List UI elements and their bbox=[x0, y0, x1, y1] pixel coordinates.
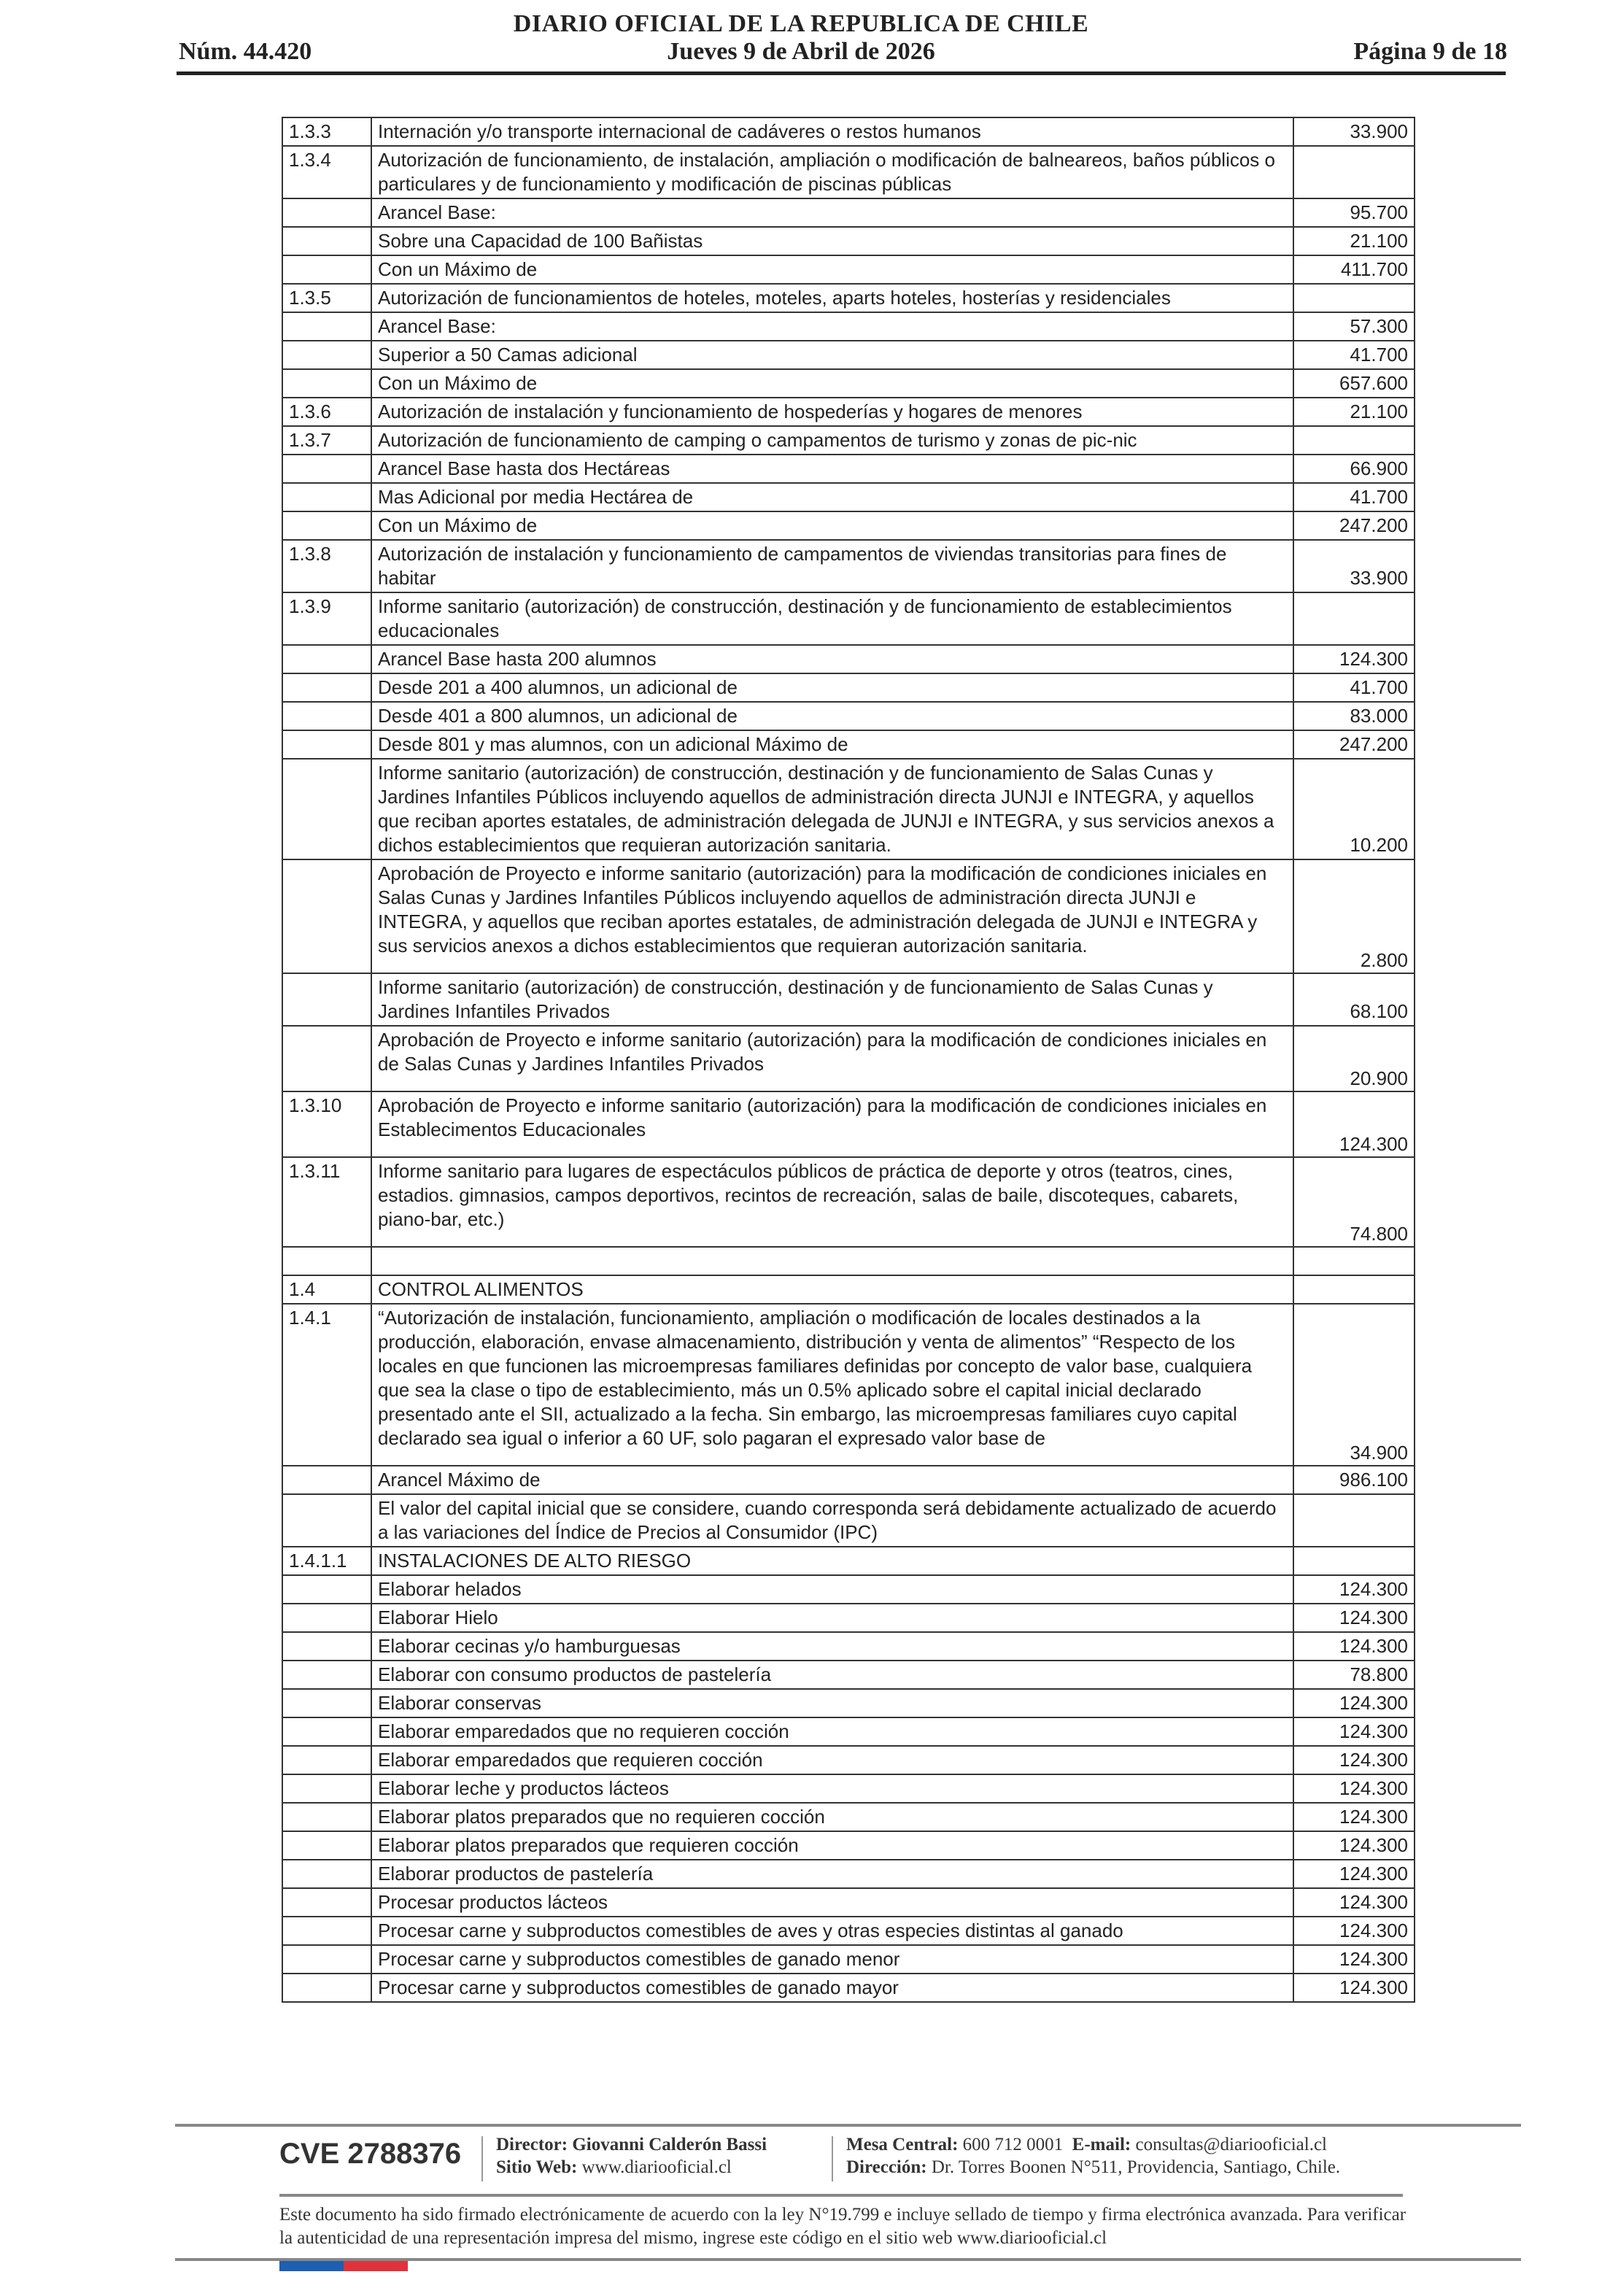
fee-row bbox=[282, 1026, 1415, 1091]
fee-row bbox=[282, 1746, 1415, 1774]
footer-separator bbox=[832, 2136, 833, 2181]
item-code: 1.4.1 bbox=[282, 1304, 371, 1466]
fee-row bbox=[282, 227, 1415, 255]
issue-date: Jueves 9 de Abril de 2026 bbox=[667, 38, 935, 65]
footer-contact-block bbox=[846, 2133, 1340, 2179]
item-description: Elaborar Hielo bbox=[371, 1604, 1293, 1632]
phone-number: 600 712 0001 bbox=[962, 2135, 1064, 2154]
item-description bbox=[371, 1247, 1293, 1275]
item-code bbox=[282, 341, 371, 369]
fee-row bbox=[282, 455, 1415, 483]
email-link[interactable]: consultas@diariooficial.cl bbox=[1135, 2135, 1327, 2154]
item-code: 1.3.4 bbox=[282, 146, 371, 198]
director-label: Director: bbox=[496, 2135, 568, 2154]
item-code bbox=[282, 255, 371, 284]
fee-row bbox=[282, 592, 1415, 645]
item-amount bbox=[1293, 1247, 1415, 1275]
fee-row bbox=[282, 1888, 1415, 1917]
flag-stripe-red bbox=[344, 2261, 408, 2271]
fee-row bbox=[282, 1717, 1415, 1746]
issue-number: Núm. 44.420 bbox=[179, 38, 312, 65]
item-description: Aprobación de Proyecto e informe sanitario (autorización) para la modificación de condiciones iniciales en Salas Cunas y Jardines Infantiles Públicos incluyendo aquellos de administración directa JUNJI e INTEGRA, y aquellos que reciban aportes estatales, de administración delegada de JUNJI e INTEGRA y sus servicios anexos a dichos establecimientos que requieran autorización sanitaria. bbox=[371, 859, 1293, 973]
fee-row bbox=[282, 483, 1415, 511]
item-code bbox=[282, 312, 371, 341]
item-amount bbox=[1293, 1494, 1415, 1547]
item-description: Procesar carne y subproductos comestibles de aves y otras especies distintas al ganado bbox=[371, 1917, 1293, 1945]
item-description: Internación y/o transporte internacional de cadáveres o restos humanos bbox=[371, 117, 1293, 146]
item-description: Elaborar helados bbox=[371, 1575, 1293, 1604]
fee-row bbox=[282, 1945, 1415, 1974]
item-description: Informe sanitario (autorización) de construcción, destinación y de funcionamiento de Salas Cunas y Jardines Infantiles Privados bbox=[371, 973, 1293, 1026]
item-description: Procesar carne y subproductos comestibles de ganado menor bbox=[371, 1945, 1293, 1974]
footer-separator bbox=[481, 2136, 483, 2181]
item-code bbox=[282, 1604, 371, 1632]
item-amount: 247.200 bbox=[1293, 730, 1415, 759]
item-code bbox=[282, 973, 371, 1026]
item-amount: 124.300 bbox=[1293, 1917, 1415, 1945]
item-code bbox=[282, 1860, 371, 1888]
fee-row bbox=[282, 1803, 1415, 1831]
fee-row bbox=[282, 1604, 1415, 1632]
item-description: Informe sanitario (autorización) de construcción, destinación y de funcionamiento de Salas Cunas y Jardines Infantiles Públicos incluyendo aquellos de administración directa JUNJI e INTEGRA, y aquellos que reciban aportes estatales, de administración delegada de JUNJI e INTEGRA, y sus servicios anexos a dichos establecimientos que requieran autorización sanitaria. bbox=[371, 759, 1293, 859]
item-code: 1.3.11 bbox=[282, 1157, 371, 1247]
fee-row bbox=[282, 1157, 1415, 1247]
item-description: Con un Máximo de bbox=[371, 255, 1293, 284]
fee-row bbox=[282, 511, 1415, 540]
header-divider bbox=[177, 71, 1506, 75]
fee-row bbox=[282, 645, 1415, 673]
item-description: Autorización de funcionamiento de camping o campamentos de turismo y zonas de pic-nic bbox=[371, 426, 1293, 455]
item-amount: 124.300 bbox=[1293, 1945, 1415, 1974]
item-amount: 10.200 bbox=[1293, 759, 1415, 859]
item-description: Procesar productos lácteos bbox=[371, 1888, 1293, 1917]
item-description: Sobre una Capacidad de 100 Bañistas bbox=[371, 227, 1293, 255]
item-code bbox=[282, 1689, 371, 1717]
item-description: Arancel Base: bbox=[371, 312, 1293, 341]
item-code: 1.3.7 bbox=[282, 426, 371, 455]
fee-row bbox=[282, 1275, 1415, 1304]
item-amount: 66.900 bbox=[1293, 455, 1415, 483]
item-code bbox=[282, 1575, 371, 1604]
fee-row bbox=[282, 1774, 1415, 1803]
item-amount: 2.800 bbox=[1293, 859, 1415, 973]
item-description: Informe sanitario para lugares de espectáculos públicos de práctica de deporte y otros (teatros, cines, estadios. gimnasios, campos deportivos, recintos de recreación, salas de baile, discoteques, cabarets, piano-bar, etc.) bbox=[371, 1157, 1293, 1247]
fee-row bbox=[282, 117, 1415, 146]
fee-row bbox=[282, 1494, 1415, 1547]
page-indicator: Página 9 de 18 bbox=[1353, 38, 1507, 65]
item-description: Elaborar leche y productos lácteos bbox=[371, 1774, 1293, 1803]
item-amount: 124.300 bbox=[1293, 1831, 1415, 1860]
item-code bbox=[282, 1945, 371, 1974]
fee-row bbox=[282, 1831, 1415, 1860]
item-code bbox=[282, 1917, 371, 1945]
fee-row bbox=[282, 1304, 1415, 1466]
item-description: “Autorización de instalación, funcionamiento, ampliación o modificación de locales destinados a la producción, elaboración, envase almacenamiento, distribución y venta de alimentos” “Respecto de los locales en que funcionen las microempresas familiares definidas por concepto de valor base, cualquiera que sea la clase o tipo de establecimiento, más un 0.5% aplicado sobre el capital inicial declarado presentado ante el SII, actualizado a la fecha. Sin embargo, las microempresas familiares cuyo capital declarado sea igual o inferior a 60 UF, solo pagaran el expresado valor base de bbox=[371, 1304, 1293, 1466]
item-description: Autorización de funcionamientos de hoteles, moteles, aparts hoteles, hosterías y residenciales bbox=[371, 284, 1293, 312]
item-amount: 124.300 bbox=[1293, 1774, 1415, 1803]
item-amount: 57.300 bbox=[1293, 312, 1415, 341]
item-code bbox=[282, 1746, 371, 1774]
item-amount bbox=[1293, 592, 1415, 645]
fee-row bbox=[282, 759, 1415, 859]
footer-divider bbox=[175, 2124, 1521, 2127]
item-code bbox=[282, 730, 371, 759]
fee-row bbox=[282, 1689, 1415, 1717]
item-amount: 68.100 bbox=[1293, 973, 1415, 1026]
item-amount bbox=[1293, 1547, 1415, 1575]
item-amount: 21.100 bbox=[1293, 398, 1415, 426]
phone-label: Mesa Central: bbox=[846, 2135, 959, 2154]
item-description: Procesar carne y subproductos comestibles de ganado mayor bbox=[371, 1974, 1293, 2002]
item-code bbox=[282, 759, 371, 859]
email-label: E-mail: bbox=[1072, 2135, 1131, 2154]
item-code: 1.3.10 bbox=[282, 1091, 371, 1157]
item-description: Aprobación de Proyecto e informe sanitario (autorización) para la modificación de condiciones iniciales en Establecimentos Educacionales bbox=[371, 1091, 1293, 1157]
item-amount bbox=[1293, 146, 1415, 198]
fee-row bbox=[282, 1917, 1415, 1945]
fee-row bbox=[282, 1632, 1415, 1661]
item-description: Autorización de instalación y funcionamiento de hospederías y hogares de menores bbox=[371, 398, 1293, 426]
fee-row bbox=[282, 255, 1415, 284]
fee-row bbox=[282, 198, 1415, 227]
item-amount: 20.900 bbox=[1293, 1026, 1415, 1091]
item-amount: 124.300 bbox=[1293, 645, 1415, 673]
item-amount: 986.100 bbox=[1293, 1466, 1415, 1494]
item-code bbox=[282, 1026, 371, 1091]
fee-row bbox=[282, 730, 1415, 759]
fee-row bbox=[282, 1091, 1415, 1157]
item-description: Elaborar con consumo productos de pastelería bbox=[371, 1661, 1293, 1689]
item-amount: 74.800 bbox=[1293, 1157, 1415, 1247]
flag-stripe-blue bbox=[279, 2261, 344, 2271]
item-description: Autorización de funcionamiento, de instalación, ampliación o modificación de balneareos, baños públicos o particulares y de funcionamiento y modificación de piscinas públicas bbox=[371, 146, 1293, 198]
fee-row bbox=[282, 284, 1415, 312]
item-code: 1.3.3 bbox=[282, 117, 371, 146]
item-amount: 33.900 bbox=[1293, 117, 1415, 146]
item-amount: 411.700 bbox=[1293, 255, 1415, 284]
item-code bbox=[282, 511, 371, 540]
blank-row bbox=[282, 1247, 1415, 1275]
website-link[interactable]: www.diariooficial.cl bbox=[581, 2157, 732, 2177]
item-code bbox=[282, 1803, 371, 1831]
item-amount: 124.300 bbox=[1293, 1091, 1415, 1157]
item-description: CONTROL ALIMENTOS bbox=[371, 1275, 1293, 1304]
item-amount: 124.300 bbox=[1293, 1575, 1415, 1604]
director-name: Giovanni Calderón Bassi bbox=[572, 2135, 767, 2154]
item-amount: 124.300 bbox=[1293, 1717, 1415, 1746]
item-code bbox=[282, 645, 371, 673]
fee-row bbox=[282, 146, 1415, 198]
item-amount: 21.100 bbox=[1293, 227, 1415, 255]
fee-row bbox=[282, 1547, 1415, 1575]
item-code: 1.4.1.1 bbox=[282, 1547, 371, 1575]
item-amount: 124.300 bbox=[1293, 1689, 1415, 1717]
website-label: Sitio Web: bbox=[496, 2157, 578, 2177]
item-amount: 41.700 bbox=[1293, 483, 1415, 511]
item-code bbox=[282, 859, 371, 973]
item-code: 1.3.6 bbox=[282, 398, 371, 426]
item-code bbox=[282, 198, 371, 227]
item-code bbox=[282, 227, 371, 255]
item-code bbox=[282, 1632, 371, 1661]
item-code bbox=[282, 1661, 371, 1689]
item-description: Superior a 50 Camas adicional bbox=[371, 341, 1293, 369]
item-description: Arancel Base hasta 200 alumnos bbox=[371, 645, 1293, 673]
item-amount bbox=[1293, 284, 1415, 312]
item-description: Arancel Máximo de bbox=[371, 1466, 1293, 1494]
item-amount: 247.200 bbox=[1293, 511, 1415, 540]
item-description: Elaborar conservas bbox=[371, 1689, 1293, 1717]
item-description: Elaborar platos preparados que requieren cocción bbox=[371, 1831, 1293, 1860]
item-description: Autorización de instalación y funcionamiento de campamentos de viviendas transitorias para fines de habitar bbox=[371, 540, 1293, 592]
fee-row bbox=[282, 702, 1415, 730]
item-code bbox=[282, 1888, 371, 1917]
item-amount: 124.300 bbox=[1293, 1974, 1415, 2002]
fee-row bbox=[282, 312, 1415, 341]
item-description: Con un Máximo de bbox=[371, 511, 1293, 540]
fee-table bbox=[282, 117, 1415, 2003]
cve-code: CVE 2788376 bbox=[279, 2138, 462, 2170]
item-description: Desde 401 a 800 alumnos, un adicional de bbox=[371, 702, 1293, 730]
item-description: Elaborar productos de pastelería bbox=[371, 1860, 1293, 1888]
item-code bbox=[282, 702, 371, 730]
fee-row bbox=[282, 673, 1415, 702]
publication-title: DIARIO OFICIAL DE LA REPUBLICA DE CHILE bbox=[513, 10, 1089, 37]
item-description: Elaborar platos preparados que no requieren cocción bbox=[371, 1803, 1293, 1831]
address-label: Dirección: bbox=[846, 2157, 927, 2177]
item-code: 1.4 bbox=[282, 1275, 371, 1304]
fee-row bbox=[282, 369, 1415, 398]
item-amount: 124.300 bbox=[1293, 1604, 1415, 1632]
item-amount: 34.900 bbox=[1293, 1304, 1415, 1466]
fee-row bbox=[282, 1860, 1415, 1888]
item-code bbox=[282, 1974, 371, 2002]
item-description: Aprobación de Proyecto e informe sanitario (autorización) para la modificación de condiciones iniciales en de Salas Cunas y Jardines Infantiles Privados bbox=[371, 1026, 1293, 1091]
item-description: Elaborar cecinas y/o hamburguesas bbox=[371, 1632, 1293, 1661]
signature-note: Este documento ha sido firmado electrónicamente de acuerdo con la ley N°19.799 e incluye sellado de tiempo y firma electrónica avanzada. Para verificar la autenticidad de una representación impresa del mismo, ingrese este código en el sitio web www.diariooficial.cl bbox=[279, 2205, 1406, 2248]
item-description: Arancel Base hasta dos Hectáreas bbox=[371, 455, 1293, 483]
item-description: Informe sanitario (autorización) de construcción, destinación y de funcionamiento de establecimientos educacionales bbox=[371, 592, 1293, 645]
item-amount: 124.300 bbox=[1293, 1860, 1415, 1888]
item-amount: 41.700 bbox=[1293, 673, 1415, 702]
item-code bbox=[282, 1466, 371, 1494]
item-amount: 83.000 bbox=[1293, 702, 1415, 730]
fee-row bbox=[282, 1974, 1415, 2002]
item-code bbox=[282, 1774, 371, 1803]
item-description: Mas Adicional por media Hectárea de bbox=[371, 483, 1293, 511]
fee-row bbox=[282, 1661, 1415, 1689]
item-code bbox=[282, 1247, 371, 1275]
item-amount: 124.300 bbox=[1293, 1803, 1415, 1831]
fee-row bbox=[282, 1466, 1415, 1494]
item-description: INSTALACIONES DE ALTO RIESGO bbox=[371, 1547, 1293, 1575]
address: Dr. Torres Boonen N°511, Providencia, Santiago, Chile. bbox=[931, 2157, 1341, 2177]
item-description: Desde 801 y mas alumnos, con un adicional Máximo de bbox=[371, 730, 1293, 759]
footer-director-block bbox=[496, 2133, 767, 2179]
item-amount: 124.300 bbox=[1293, 1746, 1415, 1774]
item-code bbox=[282, 1494, 371, 1547]
item-code: 1.3.8 bbox=[282, 540, 371, 592]
item-code bbox=[282, 1831, 371, 1860]
item-code: 1.3.9 bbox=[282, 592, 371, 645]
item-amount: 33.900 bbox=[1293, 540, 1415, 592]
item-amount: 78.800 bbox=[1293, 1661, 1415, 1689]
item-description: El valor del capital inicial que se considere, cuando corresponda será debidamente actualizado de acuerdo a las variaciones del Índice de Precios al Consumidor (IPC) bbox=[371, 1494, 1293, 1547]
item-code: 1.3.5 bbox=[282, 284, 371, 312]
item-amount: 124.300 bbox=[1293, 1888, 1415, 1917]
item-description: Elaborar emparedados que requieren cocción bbox=[371, 1746, 1293, 1774]
footer-divider bbox=[279, 2194, 1403, 2197]
item-amount bbox=[1293, 426, 1415, 455]
item-code bbox=[282, 455, 371, 483]
item-amount: 95.700 bbox=[1293, 198, 1415, 227]
item-description: Desde 201 a 400 alumnos, un adicional de bbox=[371, 673, 1293, 702]
item-amount: 657.600 bbox=[1293, 369, 1415, 398]
item-code bbox=[282, 673, 371, 702]
item-amount bbox=[1293, 1275, 1415, 1304]
item-description: Elaborar emparedados que no requieren cocción bbox=[371, 1717, 1293, 1746]
fee-row bbox=[282, 973, 1415, 1026]
fee-row bbox=[282, 398, 1415, 426]
item-description: Arancel Base: bbox=[371, 198, 1293, 227]
fee-row bbox=[282, 341, 1415, 369]
fee-row bbox=[282, 540, 1415, 592]
fee-row bbox=[282, 859, 1415, 973]
item-amount: 41.700 bbox=[1293, 341, 1415, 369]
item-code bbox=[282, 1717, 371, 1746]
item-amount: 124.300 bbox=[1293, 1632, 1415, 1661]
item-code bbox=[282, 369, 371, 398]
fee-row bbox=[282, 426, 1415, 455]
item-code bbox=[282, 483, 371, 511]
item-description: Con un Máximo de bbox=[371, 369, 1293, 398]
fee-row bbox=[282, 1575, 1415, 1604]
